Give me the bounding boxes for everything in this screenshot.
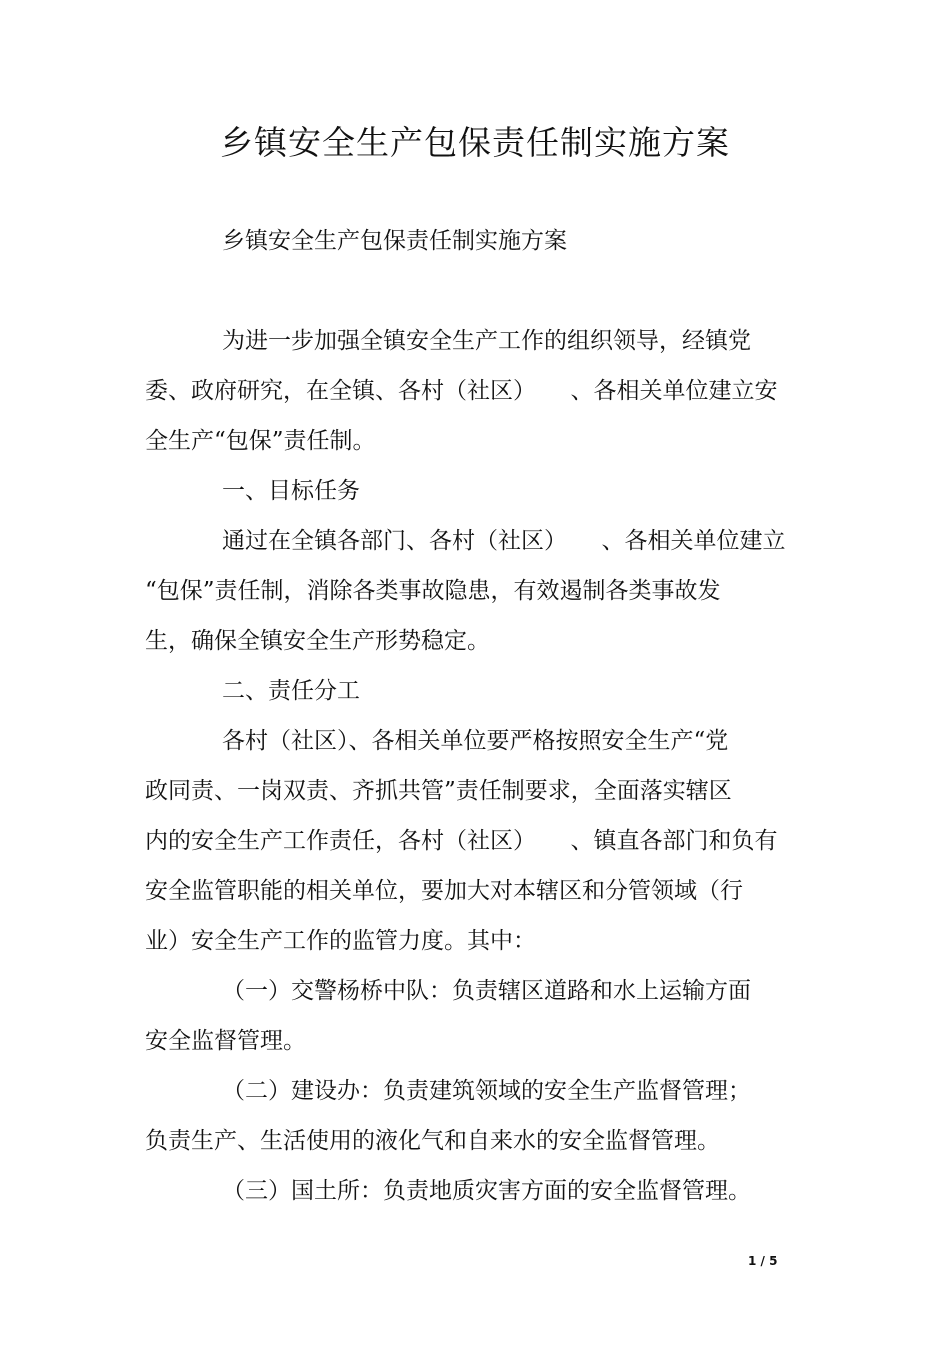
document-title: 乡镇安全生产包保责任制实施方案 [220, 123, 730, 162]
list-item-1-continuation: 安全监督管理。 [145, 1028, 306, 1054]
paragraph-line: 生，确保全镇安全生产形势稳定。 [145, 628, 490, 654]
list-item-3: （三）国土所：负责地质灾害方面的安全监督管理。 [222, 1178, 751, 1204]
paragraph-line: 业）安全生产工作的监管力度。其中： [145, 928, 536, 954]
list-item-2-continuation: 负责生产、生活使用的液化气和自来水的安全监督管理。 [145, 1128, 720, 1154]
paragraph-line: 政同责、一岗双责、齐抓共管”责任制要求，全面落实辖区 [145, 778, 732, 804]
paragraph-line: “包保”责任制，消除各类事故隐患，有效遏制各类事故发 [145, 578, 721, 604]
paragraph-line: 全生产“包保”责任制。 [145, 428, 376, 454]
subtitle-line: 乡镇安全生产包保责任制实施方案 [222, 228, 567, 254]
list-item-2: （二）建设办：负责建筑领域的安全生产监督管理； [222, 1078, 751, 1104]
paragraph-line: 委、政府研究，在全镇、各村（社区） 、各相关单位建立安 [145, 378, 778, 404]
list-item-1: （一）交警杨桥中队：负责辖区道路和水上运输方面 [222, 978, 751, 1004]
paragraph-line: 通过在全镇各部门、各村（社区） 、各相关单位建立 [222, 528, 786, 554]
page-number: 1 / 5 [748, 1254, 778, 1268]
section-heading-1: 一、目标任务 [222, 478, 360, 504]
paragraph-line: 内的安全生产工作责任，各村（社区） 、镇直各部门和负有 [145, 828, 778, 854]
section-heading-2: 二、责任分工 [222, 678, 360, 704]
paragraph-line: 为进一步加强全镇安全生产工作的组织领导，经镇党 [222, 328, 751, 354]
paragraph-line: 安全监管职能的相关单位，要加大对本辖区和分管领域（行 [145, 878, 743, 904]
paragraph-line: 各村（社区）、各相关单位要严格按照安全生产“党 [222, 728, 729, 754]
